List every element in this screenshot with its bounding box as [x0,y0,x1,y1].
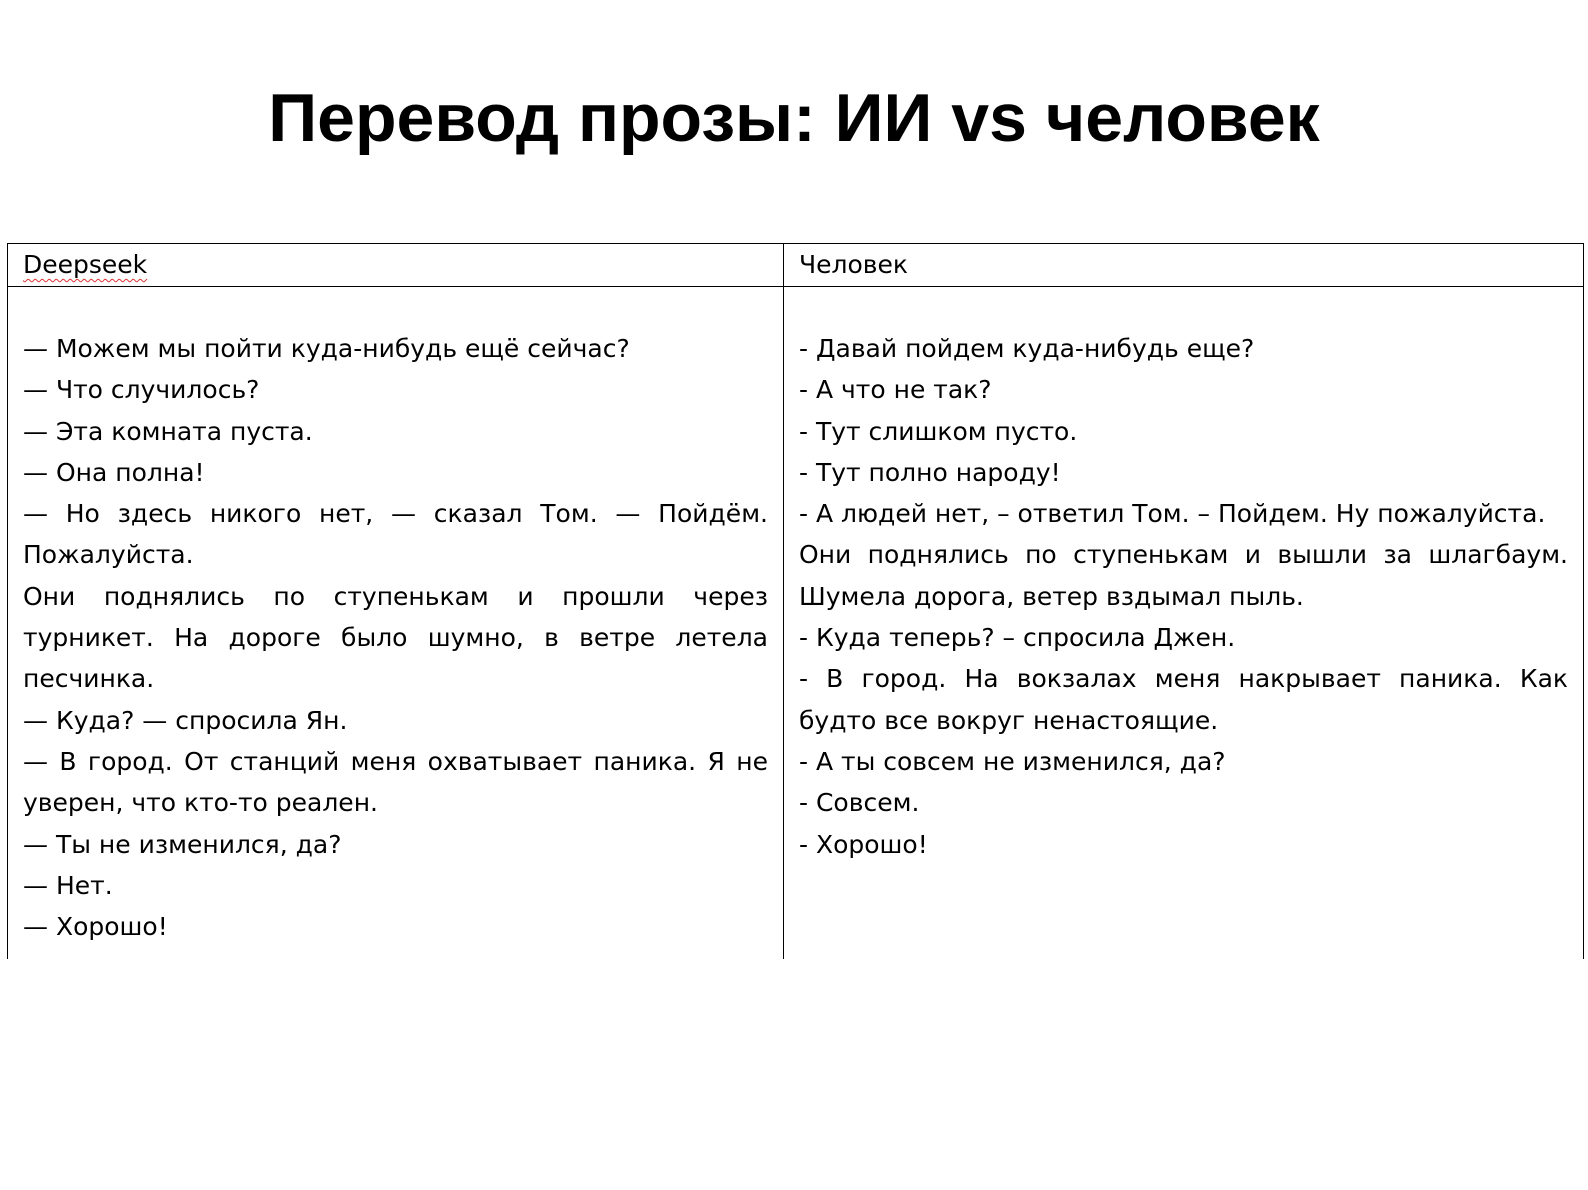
deepseek-line: — Можем мы пойти куда-нибудь ещё сейчас? [23,334,630,363]
table-header-row [8,244,1584,287]
human-line: - А ты совсем не изменился, да? [799,746,1226,776]
deepseek-line: — Что случилось? [23,375,260,405]
header-human: Человек [784,244,1584,287]
human-line: - Совсем. [799,788,920,818]
human-line: - В город. На вокзалах меня накрывает паника. Как будто все вокруг ненастоящие. [799,664,1568,735]
human-line: - Давай пойдем куда-нибудь еще? [799,334,1255,363]
slide-title: Перевод прозы: ИИ vs человек [268,80,1320,156]
human-line: - Тут слишком пусто. [799,416,1078,446]
deepseek-line: — Хорошо! [23,912,168,942]
human-translation-cell [784,287,1584,960]
header-deepseek: Deepseek [8,244,784,287]
human-line: - Хорошо! [799,829,928,859]
deepseek-line: — Она полна! [23,457,205,487]
human-line: - А что не так? [799,375,992,405]
human-line: - А людей нет, – ответил Том. – Пойдем. Ну пожалуйста. [799,499,1546,529]
table-body-row [8,287,1584,960]
deepseek-line: — Эта комната пуста. [23,416,313,446]
human-line: Они поднялись по ступенькам и вышли за шлагбаум. Шумела дорога, ветер вздымал пыль. [799,540,1568,611]
deepseek-line: Они поднялись по ступенькам и прошли через турникет. На дороге было шумно, в ветре летела песчинка. [23,581,768,694]
human-line: - Тут полно народу! [799,457,1061,487]
human-line: - Куда теперь? – спросила Джен. [799,623,1236,653]
deepseek-line: — Куда? — спросила Ян. [23,705,348,735]
deepseek-translation-cell [8,287,784,960]
deepseek-line: — Ты не изменился, да? [23,829,342,859]
deepseek-line: — Нет. [23,870,113,900]
deepseek-line: — Но здесь никого нет, — сказал Том. — Пойдём. Пожалуйста. [23,499,768,570]
comparison-table [7,243,1584,959]
deepseek-line: — В город. От станций меня охватывает паника. Я не уверен, что кто-то реален. [23,746,768,818]
